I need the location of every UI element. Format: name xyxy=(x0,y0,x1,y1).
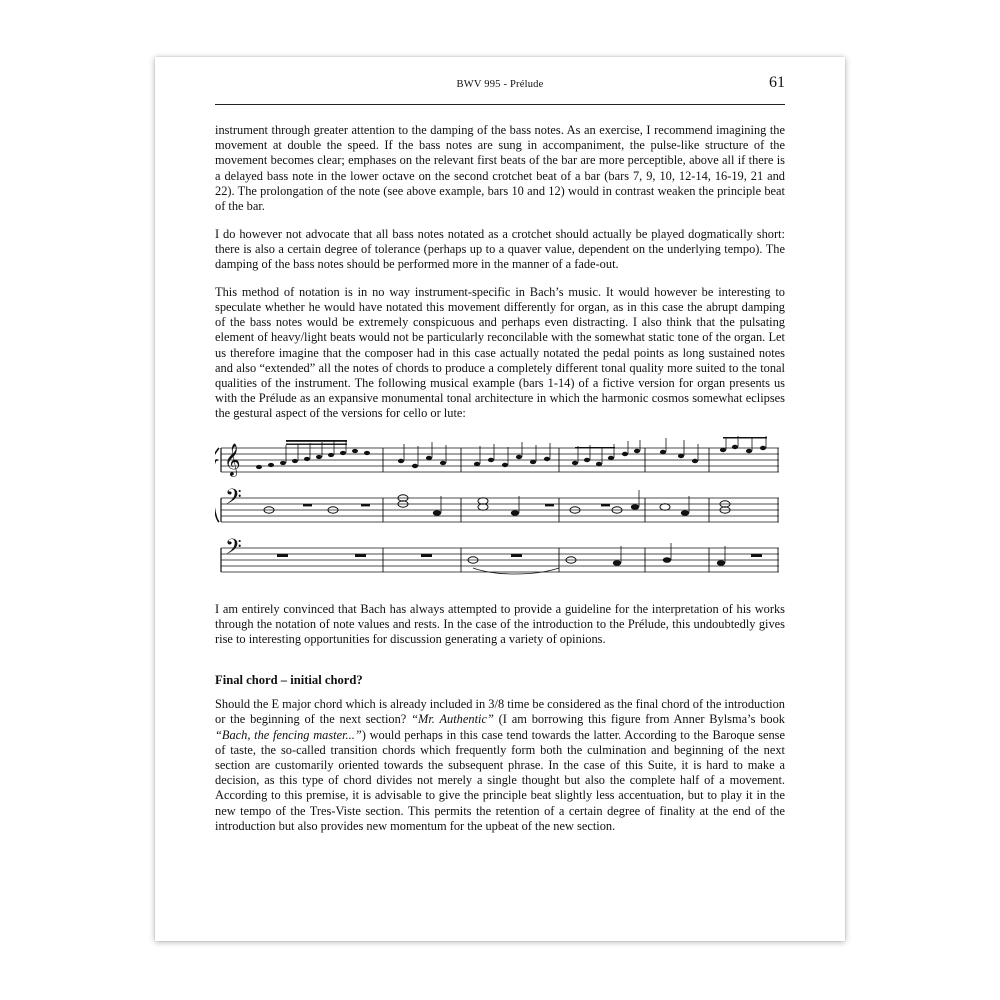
quote-mr-authentic: “Mr. Authentic” xyxy=(411,712,494,727)
paragraph-3: This method of notation is in no way instrument-specific in Bach’s music. It would however be interesting to speculate whether he would have notated this movement differently for organ, as in this case the abrupt damping of the bass notes would be extremely conspicuous and perhaps even distracting. I also think that the pulsating element of heavy/light beats would not be particularly reconcilable with the somewhat static tone of the organ. Let us therefore imagine that the composer had in this case actually notated the pedal points as long sustained notes and also “extended” all the notes of chords to produce a completely different tonal quality more suited to the tonal qualities of the instrument. The following musical example (bars 1-14) of a fictive version for organ presents us with the Prélude as an expansive monumental tonal architecture in which the harmonic cosmos somewhat eclipses the gestural aspect of the versions for cello or lute: xyxy=(215,284,785,421)
tie-slur xyxy=(473,568,559,574)
treble-clef-icon: 𝄞 xyxy=(224,442,241,476)
paragraph-1: instrument through greater attention to the damping of the bass notes. As an exercise, I recommend imagining the movement at double the speed. If the bass notes are sung in accompaniment, the pulse-like structure of the movement becomes clear; emphases on the relevant first beats of the bar are more perceptible, above all if there is a delayed bass note in the lower octave on the second crotchet beat of a bar (bars 7, 9, 10, 12-14, 16-19, 21 and 22). The prolongation of the note (see above example, bars 10 and 12) would in contrast weaken the principle beat of the bar. xyxy=(215,123,785,214)
final-paragraph xyxy=(215,697,785,834)
subheading-final-chord: Final chord – initial chord? xyxy=(215,673,363,688)
music-staff-svg xyxy=(215,436,785,586)
page-number: 61 xyxy=(769,74,785,91)
paragraph-2: I do however not advocate that all bass notes notated as a crotchet should actually be played dogmatically short: there is also a certain degree of tolerance (perhaps up to a quaver value, dependent on the underlying tempo). The damping of the bass notes should be performed more in the manner of a fade-out. xyxy=(215,226,785,272)
music-notation-example xyxy=(215,436,785,586)
final-paragraph-part-1: Should the E major chord which is already included in 3/8 time be considered as the final chord of the introduction or the beginning of the next section? xyxy=(215,697,785,727)
body-text xyxy=(215,123,785,834)
bass-clef-icon-1: 𝄢 xyxy=(225,484,242,515)
document-page xyxy=(155,57,845,941)
header-rule xyxy=(215,104,785,105)
page-header xyxy=(215,74,785,107)
paragraph-after-score: I am entirely convinced that Bach has always attempted to provide a guideline for the interpretation of his works through the notation of note values and rests. In the case of the introduction to the Prélude, this undoubtedly gives rise to interesting opportunities for discussion generating a variety of opinions. xyxy=(215,601,785,647)
running-head-title: BWV 995 - Prélude xyxy=(456,79,544,90)
final-paragraph-part-3: ) would perhaps in this case tend towards the latter. According to the Baroque sense of taste, the so-called transition chords which frequently form both the culmination and beginning of the next section are customarily oriented towards the subsequent phrase. In the case of this Suite, it is hard to make a decision, as this type of chord divides not merely a single thought but also the complete half of a movement. According to this premise, it is advisable to give the principle beat slightly less accentuation, but to play it in the new tempo of the Tres-Viste section. This permits the retention of a certain degree of finality at the end of the introduction but also provides new momentum for the upbeat of the new section. xyxy=(215,727,786,833)
bass-clef-icon-2: 𝄢 xyxy=(225,534,242,565)
quote-book-title: “Bach, the fencing master...” xyxy=(215,727,362,742)
final-paragraph-part-2: (I am borrowing this figure from Anner Bylsma’s book xyxy=(493,712,785,727)
